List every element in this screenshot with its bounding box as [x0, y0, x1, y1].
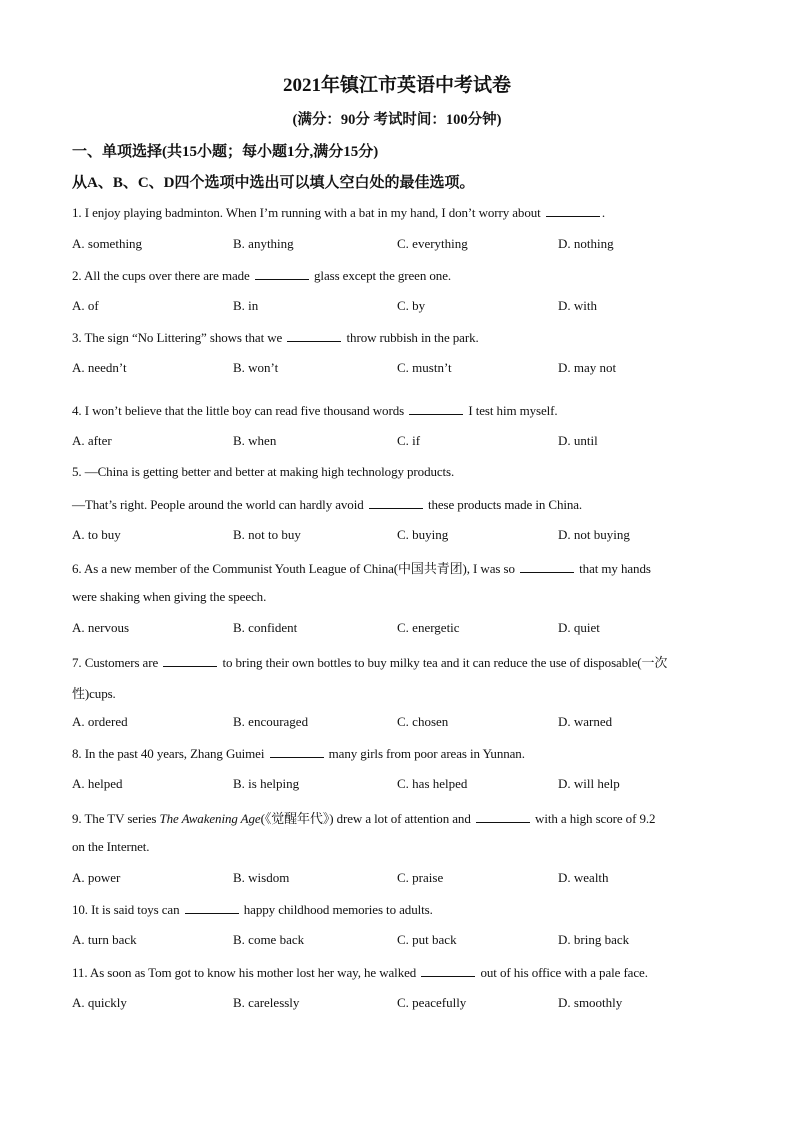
option-a: A. ordered: [72, 714, 128, 729]
question-7-text-cont: 性)cups.: [72, 686, 116, 701]
question-5-text: 5. —China is getting better and better at making high technology products.: [72, 464, 455, 479]
option-a: A. after: [72, 433, 112, 448]
option-c: C. everything: [397, 236, 468, 251]
option-c: C. put back: [397, 932, 457, 947]
answer-blank: [421, 964, 475, 977]
option-c: C. by: [397, 298, 426, 313]
option-a: A. something: [72, 236, 143, 251]
exam-info: (满分：90分 考试时间：100分钟): [292, 112, 502, 128]
option-c: C. peacefully: [397, 995, 467, 1010]
answer-blank: [369, 496, 423, 509]
option-c: C. praise: [397, 870, 444, 885]
option-d: D. warned: [558, 714, 613, 729]
tv-series-title: The Awakening Age: [159, 811, 261, 826]
option-b: B. in: [233, 298, 259, 313]
question-8-text: 8. In the past 40 years, Zhang Guimei many girls from poor areas in Yunnan.: [72, 746, 525, 761]
answer-blank: [476, 810, 530, 823]
answer-blank: [520, 560, 574, 573]
option-a: A. turn back: [72, 932, 137, 947]
option-a: A. needn’t: [72, 360, 127, 375]
option-d: D. not buying: [558, 527, 630, 542]
option-c: C. buying: [397, 527, 449, 542]
option-b: B. come back: [233, 932, 305, 947]
option-c: C. energetic: [397, 620, 460, 635]
question-6-text-cont: were shaking when giving the speech.: [72, 589, 267, 604]
answer-blank: [270, 745, 324, 758]
section-instruction: 从A、B、C、D四个选项中选出可以填人空白处的最佳选项。: [72, 175, 475, 191]
answer-blank: [185, 901, 239, 914]
option-d: D. with: [558, 298, 597, 313]
option-d: D. will help: [558, 776, 620, 791]
answer-blank: [255, 267, 309, 280]
option-b: B. is helping: [233, 776, 300, 791]
option-b: B. wisdom: [233, 870, 290, 885]
question-2-text: 2. All the cups over there are made glass except the green one.: [72, 268, 452, 283]
option-a: A. of: [72, 298, 99, 313]
answer-blank: [409, 402, 463, 415]
option-c: C. if: [397, 433, 421, 448]
answer-blank: [163, 654, 217, 667]
question-9-text-cont: on the Internet.: [72, 839, 150, 854]
option-b: B. carelessly: [233, 995, 300, 1010]
option-c: C. chosen: [397, 714, 449, 729]
option-c: C. mustn’t: [397, 360, 452, 375]
option-a: A. to buy: [72, 527, 121, 542]
option-d: D. nothing: [558, 236, 614, 251]
question-1-text: 1. I enjoy playing badminton. When I’m running with a bat in my hand, I don’t worry about .: [72, 205, 605, 220]
option-c: C. has helped: [397, 776, 468, 791]
option-a: A. quickly: [72, 995, 127, 1010]
question-5-reply: —That’s right. People around the world can hardly avoid these products made in China.: [72, 497, 583, 512]
page-title: 2021年镇江市英语中考试卷: [282, 75, 511, 96]
answer-blank: [287, 329, 341, 342]
option-a: A. power: [72, 870, 121, 885]
answer-blank: [546, 204, 600, 217]
question-7-text: 7. Customers are to bring their own bottles to buy milky tea and it can reduce the use of disposable(一次: [72, 655, 668, 670]
option-d: D. may not: [558, 360, 617, 375]
section-heading: 一、单项选择(共15小题；每小题1分,满分15分): [72, 144, 379, 160]
option-d: D. smoothly: [558, 995, 623, 1010]
option-b: B. not to buy: [233, 527, 301, 542]
option-a: A. nervous: [72, 620, 130, 635]
option-b: B. encouraged: [233, 714, 309, 729]
option-b: B. confident: [233, 620, 298, 635]
question-10-text: 10. It is said toys can happy childhood memories to adults.: [72, 902, 433, 917]
option-d: D. wealth: [558, 870, 609, 885]
question-11-text: 11. As soon as Tom got to know his mother lost her way, he walked out of his office with a pale face.: [72, 965, 648, 980]
option-b: B. when: [233, 433, 277, 448]
question-9-text: 9. The TV series The Awakening Age(《觉醒年代》) drew a lot of attention and with a high score of 9.2: [72, 811, 656, 826]
question-4-text: 4. I won’t believe that the little boy can read five thousand words I test him myself.: [72, 403, 558, 418]
option-a: A. helped: [72, 776, 123, 791]
question-6-text: 6. As a new member of the Communist Youth League of China(中国共青团), I was so that my hands: [72, 561, 651, 576]
option-b: B. won’t: [233, 360, 279, 375]
question-3-text: 3. The sign “No Littering” shows that we throw rubbish in the park.: [72, 330, 479, 345]
option-d: D. until: [558, 433, 598, 448]
option-b: B. anything: [233, 236, 294, 251]
option-d: D. quiet: [558, 620, 600, 635]
option-d: D. bring back: [558, 932, 630, 947]
